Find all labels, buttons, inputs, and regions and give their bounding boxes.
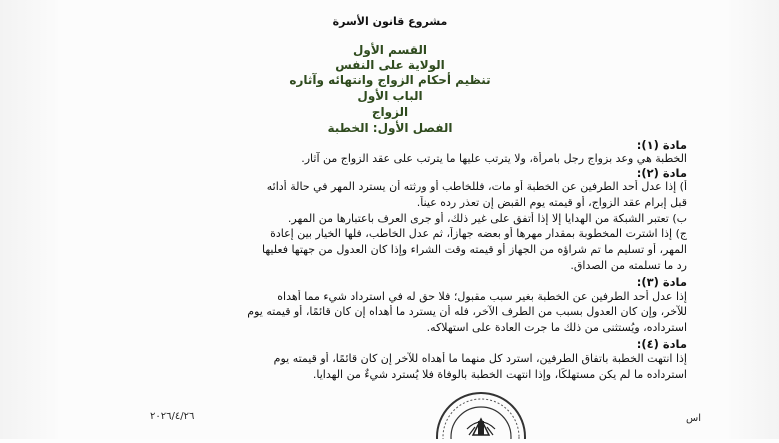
article-2-line-4: ج) إذا اشترت المخطوبة بمقدار مهرها أو بعضه جهازاً، ثم عدل الخاطب، فلها الخيار بين إعادة: [270, 227, 687, 240]
chapter-heading: الباب الأول: [357, 89, 423, 103]
article-2-line-5: المهر، أو تسليم ما تم شراؤه من الجهاز أو قيمته وقت الشراء وإذا كان العدول من جهتها فعليها: [262, 243, 687, 256]
article-1-line-1: الخطبة هي وعد بزواج رجل بامرأة، ولا يترتب عليها ما يترتب على عقد الزواج من آثار.: [301, 152, 687, 165]
article-4-heading: مادة (٤):: [636, 337, 687, 351]
article-1-heading: مادة (١):: [636, 138, 687, 152]
topic-heading: الولاية على النفس: [335, 58, 445, 72]
scan-edge-left: [0, 0, 58, 439]
article-2-line-3: ب) تعتبر الشبكة من الهدايا إلا إذا أتفق على غير ذلك، أو جرى العرف باعتبارها من المهر.: [287, 212, 687, 225]
document-title: مشروع قانون الأسرة: [332, 15, 448, 28]
article-2-heading: مادة (٢):: [636, 166, 687, 180]
article-2-line-6: رد ما تسلمته من الصداق.: [570, 259, 687, 272]
article-4-line-1: إذا انتهت الخطبة باتفاق الطرفين، استرد كل منهما ما أهداه للآخر إن كان قائمًا، أو قيمته يوم: [273, 352, 687, 365]
chapter-name: الزواج: [371, 105, 409, 119]
article-3-line-1: إذا عدل أحد الطرفين عن الخطبة بغير سبب مقبول؛ فلا حق له في استرداد شيء مما أهداه: [277, 290, 687, 303]
article-2-line-1: أ) إذا عدل أحد الطرفين عن الخطبة أو مات، فللخاطب أو ورثته أن يسترد المهر في حالة أدائه: [266, 180, 687, 193]
document-date: ٢٠٢٦/٤/٢٦: [150, 411, 195, 422]
signature-initials: اس: [686, 413, 701, 424]
subtitle-heading: تنظيم أحكام الزواج وانتهائه وآثاره: [289, 73, 491, 87]
official-seal-icon: [433, 389, 529, 443]
article-3-line-2: للآخر، وإن كان العدول بسبب من الطرف الآخر، فله أن يسترد ما أهداه إن كان قائمًا، أو قيمته يوم: [247, 305, 687, 318]
article-2-line-2: قبل إبرام عقد الزواج، أو قيمته يوم القبض إن تعذر رده عيناً.: [416, 196, 687, 209]
article-4-line-2: استرداده ما لم يكن مستهلكًا، وإذا انتهت الخطبة بالوفاة فلا يُسترد شيءٌ من الهدايا.: [312, 368, 687, 381]
scan-edge-right: [729, 0, 779, 439]
part-heading: الفصل الأول: الخطبة: [327, 121, 453, 135]
article-3-heading: مادة (٣):: [636, 275, 687, 289]
article-3-line-3: استرداده، ويُستثنى من ذلك ما جرت العادة على استهلاكه.: [426, 321, 687, 334]
section-heading: القسم الأول: [353, 43, 427, 57]
